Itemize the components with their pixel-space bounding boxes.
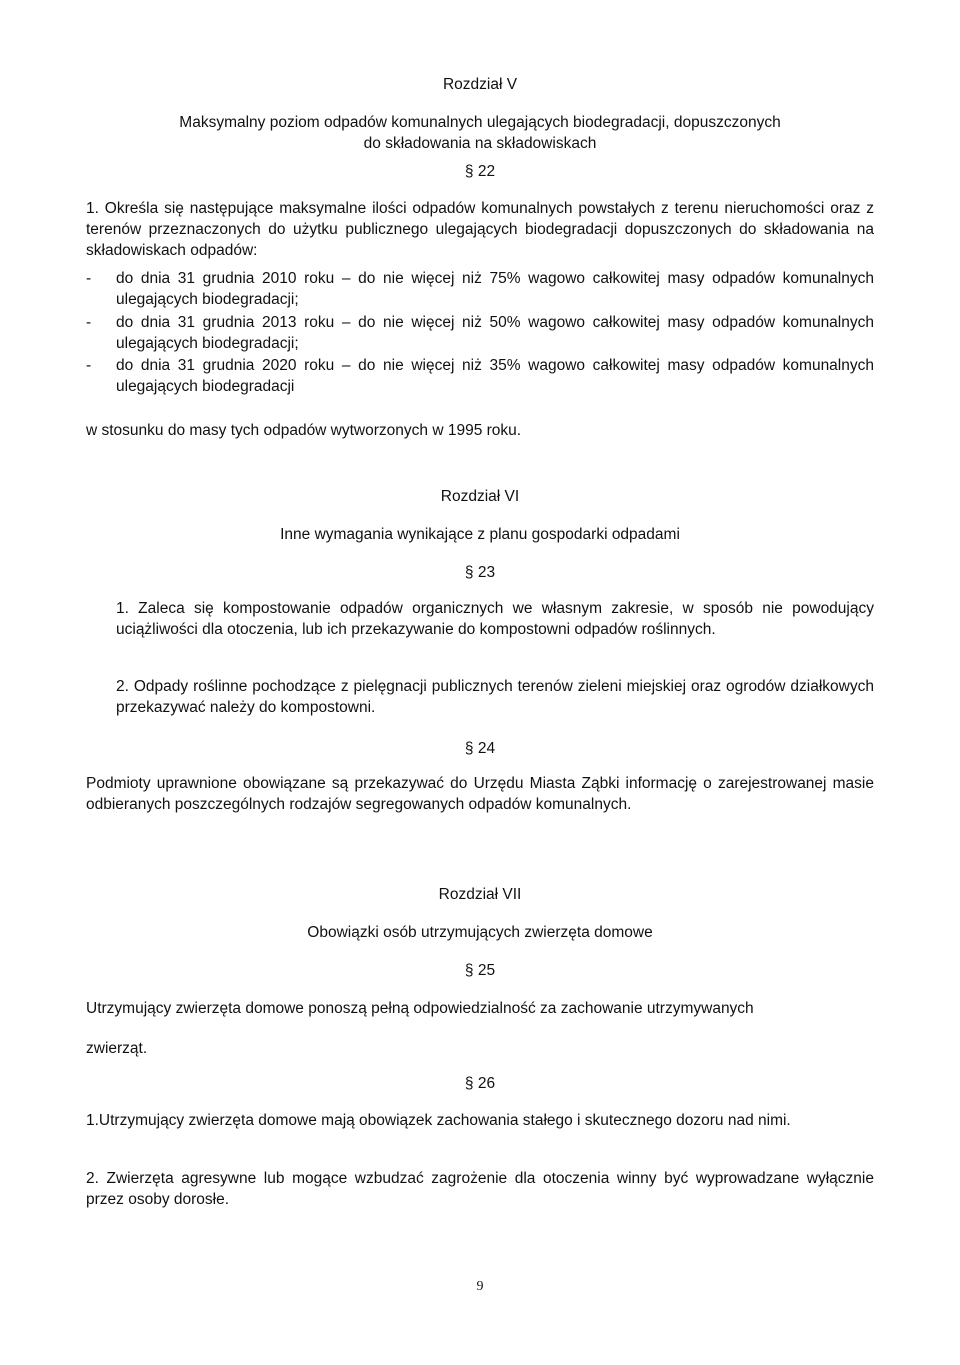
chapter-5-heading: Rozdział V xyxy=(442,76,518,93)
section-24-heading: § 24 xyxy=(464,740,496,757)
bullet-item-2013 xyxy=(86,312,874,354)
bullet-item-2010 xyxy=(86,268,874,310)
bullet-text-2020: do dnia 31 grudnia 2020 roku – do nie więcej niż 35% wagowo całkowitej masy odpadów komunalnych ulegających biodegradacji xyxy=(116,357,874,395)
section-26-heading: § 26 xyxy=(464,1075,496,1092)
chapter-5-title-line1: Maksymalny poziom odpadów komunalnych ulegających biodegradacji, dopuszczonych xyxy=(179,114,781,131)
bullet-dash: - xyxy=(86,270,92,287)
section-24-paragraph: Podmioty uprawnione obowiązane są przekazywać do Urzędu Miasta Ząbki informację o zarejestrowanej masie odbieranych poszczególnych rodzajów segregowanych odpadów komunalnych. xyxy=(86,775,874,813)
section-23-item-1 xyxy=(116,598,874,640)
chapter-6-heading: Rozdział VI xyxy=(440,488,520,505)
section-23-heading: § 23 xyxy=(464,564,496,581)
bullet-text-2010: do dnia 31 grudnia 2010 roku – do nie więcej niż 75% wagowo całkowitej masy odpadów komunalnych ulegających biodegradacji; xyxy=(116,270,874,308)
section-22-closing: w stosunku do masy tych odpadów wytworzonych w 1995 roku. xyxy=(86,422,522,439)
section-23-paragraph-1: 1. Zaleca się kompostowanie odpadów organicznych we własnym zakresie, w sposób nie powodujący uciążliwości dla otoczenia, lub ich przekazywanie do kompostowni odpadów roślinnych. xyxy=(116,600,874,638)
section-25-paragraph-line2: zwierząt. xyxy=(86,1040,148,1057)
chapter-7-title: Obowiązki osób utrzymujących zwierzęta domowe xyxy=(307,924,653,941)
bullet-item-2020 xyxy=(86,355,874,397)
section-25-paragraph-line1: Utrzymujący zwierzęta domowe ponoszą pełną odpowiedzialność za zachowanie utrzymywanych xyxy=(86,1000,754,1017)
chapter-6-title: Inne wymagania wynikające z planu gospodarki odpadami xyxy=(280,526,680,543)
bullet-dash: - xyxy=(86,357,92,374)
section-25-heading: § 25 xyxy=(464,962,496,979)
section-22-heading: § 22 xyxy=(464,163,496,180)
section-26-paragraph-1: 1.Utrzymujący zwierzęta domowe mają obowiązek zachowania stałego i skutecznego dozoru nad nimi. xyxy=(86,1112,791,1129)
page-number: 9 xyxy=(476,1279,484,1294)
chapter-7-heading: Rozdział VII xyxy=(438,886,522,903)
bullet-dash: - xyxy=(86,314,92,331)
chapter-5-title-line2: do składowania na składowiskach xyxy=(363,135,597,152)
section-22-paragraph-1: 1. Określa się następujące maksymalne ilości odpadów komunalnych powstałych z terenu nieruchomości oraz z terenów przeznaczonych do użytku publicznego ulegających biodegradacji dopuszczonych do składowania na składowiskach odpadów: xyxy=(86,200,874,259)
section-26-paragraph-2: 2. Zwierzęta agresywne lub mogące wzbudzać zagrożenie dla otoczenia winny być wyprowadzane wyłącznie przez osoby dorosłe. xyxy=(86,1170,874,1208)
bullet-text-2013: do dnia 31 grudnia 2013 roku – do nie więcej niż 50% wagowo całkowitej masy odpadów komunalnych ulegających biodegradacji; xyxy=(116,314,874,352)
section-23-paragraph-2: 2. Odpady roślinne pochodzące z pielęgnacji publicznych terenów zieleni miejskiej oraz ogrodów działkowych przekazywać należy do kompostowni. xyxy=(116,678,874,716)
section-23-item-2 xyxy=(116,676,874,718)
